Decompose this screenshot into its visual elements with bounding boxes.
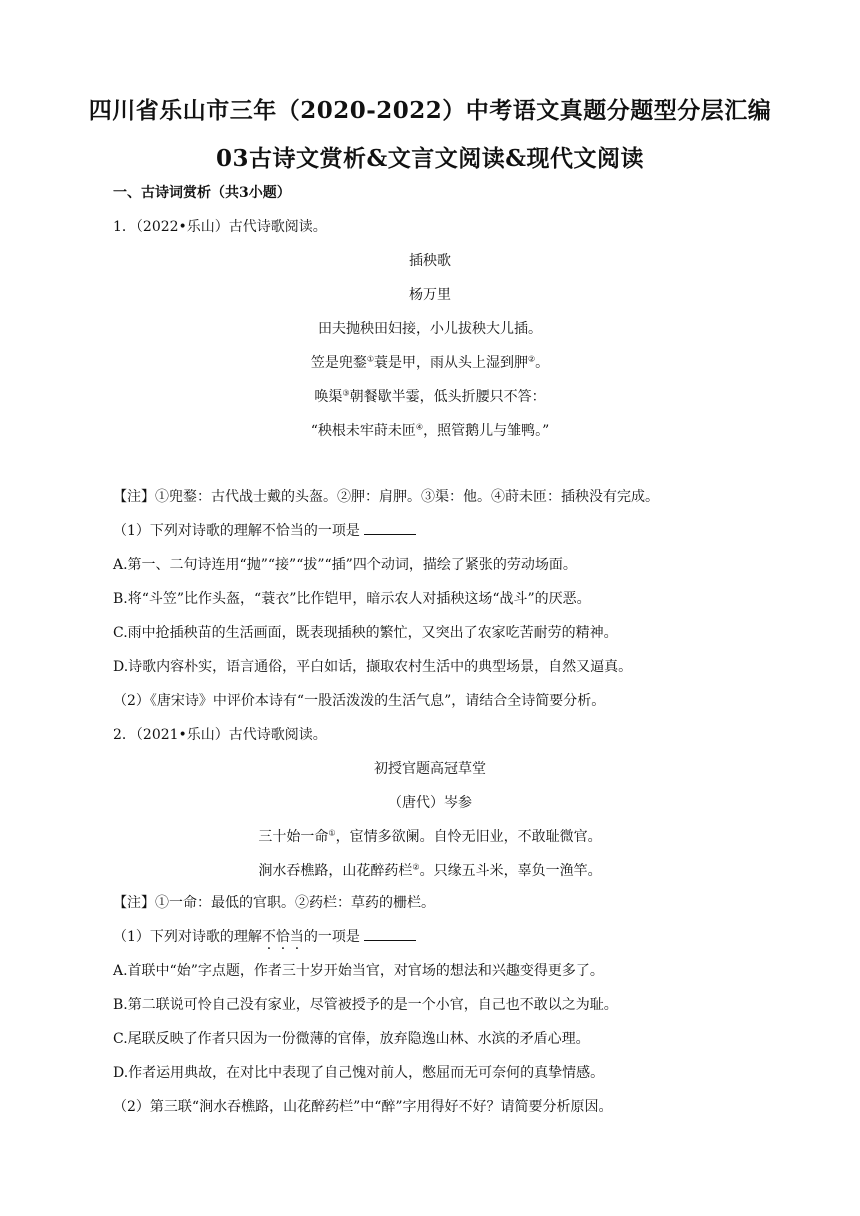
q1-verse-2-part-c: 。 xyxy=(535,355,550,371)
q2-verse-2 xyxy=(0,860,860,880)
q1-verse-2 xyxy=(0,352,860,372)
q1-verse-2-part-b: 蓑是甲，雨从头上湿到胛 xyxy=(374,355,528,371)
q1-verse-3-part-a: 唤渠 xyxy=(314,389,343,405)
q1-poem-author: 杨万里 xyxy=(409,287,451,303)
footnote-marker: ④ xyxy=(415,422,424,432)
footnote-marker: ① xyxy=(328,828,336,838)
q2-poem-title: 初授官题高冠草堂 xyxy=(374,761,486,777)
q1-sub-question-2: （2）《唐宋诗》中评价本诗有“一股活泼泼的生活气息”，请结合全诗简要分析。 xyxy=(113,693,606,709)
q1-verse-1: 田夫抛秧田妇接，小儿拔秧大儿插。 xyxy=(318,321,542,337)
answer-blank[interactable] xyxy=(364,928,416,941)
q1-option-a: A.第一、二句诗连用“抛”“接”“拔”“插”四个动词，描绘了紧张的劳动场面。 xyxy=(113,557,577,573)
footnote-marker: ② xyxy=(412,862,420,872)
q2-option-b: B.第二联说可怜自己没有家业，尽管被授予的是一个小官，自己也不敢以之为耻。 xyxy=(113,997,618,1013)
q1-option-b: B.将“斗笠”比作头盔，“蓑衣”比作铠甲，暗示农人对插秧这场“战斗”的厌恶。 xyxy=(113,591,591,607)
q1-verse-3 xyxy=(0,386,860,406)
q2-sub-question-1-text-a: （1）下列对诗歌的理解 xyxy=(113,929,262,945)
emphasis-char: 当 xyxy=(289,929,304,945)
q2-verse-2-part-a: 涧水吞樵路，山花醉药栏 xyxy=(258,863,413,879)
q1-verse-2-part-a: 笠是兜鍪 xyxy=(310,355,367,371)
q2-verse-1-part-b: ，宦情多欲阑。自怜无旧业，不敢耻微官。 xyxy=(335,829,602,845)
answer-blank[interactable] xyxy=(364,522,416,535)
document-title-line2: 03古诗文赏析&文言文阅读&现代文阅读 xyxy=(215,145,645,172)
q2-verse-1-part-a: 三十始一命 xyxy=(258,829,329,845)
q1-stem: 1．（2022•乐山）古代诗歌阅读。 xyxy=(113,219,327,235)
q1-option-d: D.诗歌内容朴实，语言通俗，平白如话，撷取农村生活中的典型场景，自然又逼真。 xyxy=(113,659,633,675)
q2-verse-2-part-b: 。只缘五斗米，辜负一渔竿。 xyxy=(419,863,602,879)
q2-option-c: C.尾联反映了作者只因为一份微薄的官俸，放弃隐逸山林、水滨的矛盾心理。 xyxy=(113,1031,590,1047)
q2-option-a: A.首联中“始”字点题，作者三十岁开始当官，对官场的想法和兴趣变得更多了。 xyxy=(113,963,604,979)
q2-sub-question-2: （2）第三联“涧水吞樵路，山花醉药栏”中“醉”字用得好不好？请简要分析原因。 xyxy=(113,1099,613,1115)
q2-sub-question-1 xyxy=(113,926,416,946)
q1-verse-4 xyxy=(0,420,860,440)
q1-verse-3-part-b: 朝餐歇半霎，低头折腰只不答： xyxy=(349,389,546,405)
q2-option-d: D.作者运用典故，在对比中表现了自己愧对前人，憋屈而无可奈何的真挚情感。 xyxy=(113,1065,605,1081)
footnote-marker: ② xyxy=(528,354,536,364)
q1-note: 【注】①兜鍪：古代战士戴的头盔。②胛：肩胛。③渠：他。④莳未匝：插秧没有完成。 xyxy=(113,489,659,505)
footnote-marker: ③ xyxy=(342,388,350,398)
document-title-line1: 四川省乐山市三年（2020-2022）中考语文真题分题型分层汇编 xyxy=(88,97,772,124)
emphasis-char: 不 xyxy=(261,929,276,945)
emphasis-char: 恰 xyxy=(275,929,290,945)
q1-verse-4-part-b: ，照管鹅儿与雏鸭。” xyxy=(423,423,550,439)
footnote-marker: ① xyxy=(366,354,374,364)
q2-stem: 2．（2021•乐山）古代诗歌阅读。 xyxy=(113,727,327,743)
q1-sub-question-1-text: （1）下列对诗歌的理解不恰当的一项是 xyxy=(113,523,360,539)
q1-poem-title: 插秧歌 xyxy=(409,253,451,269)
q1-option-c: C.雨中抢插秧苗的生活画面，既表现插秧的繁忙，又突出了农家吃苦耐劳的精神。 xyxy=(113,625,618,641)
q1-verse-4-part-a: “秧根未牢莳未匝 xyxy=(310,423,416,439)
q1-sub-question-1 xyxy=(113,520,416,540)
q2-sub-question-1-text-b: 的一项是 xyxy=(303,929,360,945)
section-heading: 一、古诗词赏析（共3小题） xyxy=(113,185,291,201)
q2-note: 【注】①一命：最低的官职。②药栏：草药的栅栏。 xyxy=(113,895,435,911)
q2-verse-1 xyxy=(0,826,860,846)
q2-poem-author: （唐代）岑参 xyxy=(388,795,472,811)
